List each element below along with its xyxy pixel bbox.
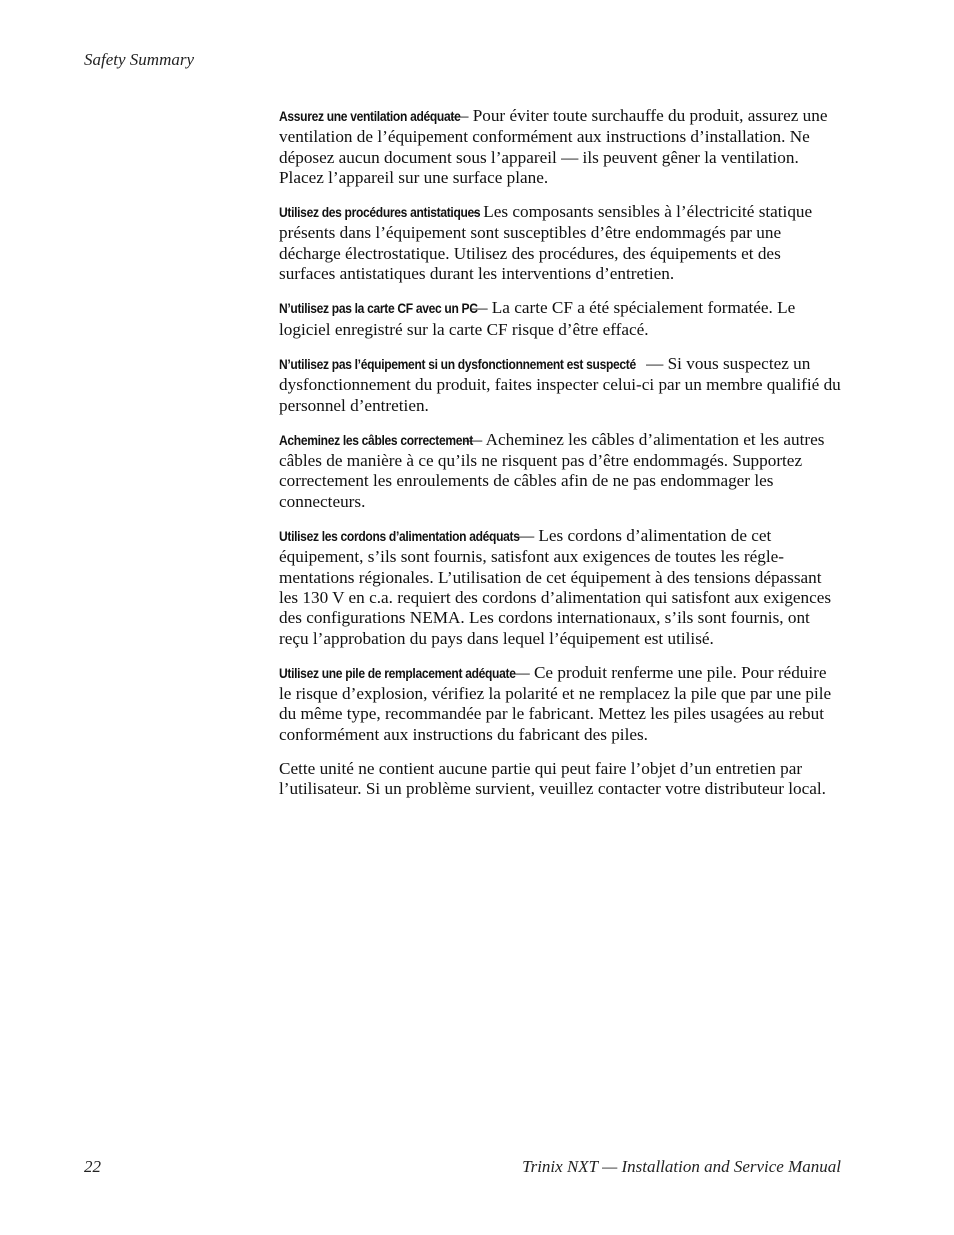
paragraph-text: — La carte CF a été spécialement formatée. Le logiciel enregistré sur la carte CF risque d’être effacé. — [279, 298, 796, 339]
paragraph-battery — [279, 663, 841, 745]
paragraph-lead: Utilisez les cordons d’alimentation adéquats — [279, 529, 520, 545]
safety-content — [279, 106, 841, 814]
paragraph-text: — Ce produit renferme une pile. Pour réduire le risque d’explosion, vérifiez la polarité et ne remplacez la pile que par une pile du même type, recommandée par le fabricant. Mettez les piles usagées au rebut conformément aux instructions du fabricant des piles. — [279, 662, 832, 744]
paragraph-malfunction — [279, 354, 841, 416]
paragraph-cables — [279, 430, 841, 512]
manual-title: Trinix NXT — Installation and Service Manual — [522, 1157, 841, 1176]
paragraph-text: — Pour éviter toute surchauffe du produit, assurez une ventilation de l’équipement conformément aux instructions d’installation. Ne déposez aucun document sous l’appareil — ils peuvent gêner la ventilation. Placez l’appareil sur une surface plane. — [279, 106, 828, 187]
paragraph-lead: Utilisez une pile de remplacement adéquate — [279, 665, 516, 681]
paragraph-lead: N’utilisez pas l’équipement si un dysfonctionnement est suspecté — [279, 356, 636, 372]
paragraph-text: — Si vous suspectez un dysfonctionnement du produit, faites inspecter celui-ci par un membre qualifié du personnel d’entretien. — [279, 353, 841, 415]
paragraph-text: Cette unité ne contient aucune partie qui peut faire l’objet d’un entretien par l’utilisateur. Si un problème survient, veuillez contacter votre distributeur local. — [279, 759, 826, 799]
paragraph-lead: Acheminez les câbles correctement — [279, 432, 473, 448]
paragraph-ventilation — [279, 106, 841, 188]
paragraph-lead: Utilisez des procédures antistatiques — [279, 205, 481, 221]
paragraph-text: — Acheminez les câbles d’alimentation et les autres câbles de manière à ce qu’ils ne risquent pas d’être endommagés. Supportez correctement les enroulements de câbles afin de ne pas endommager les connecteurs. — [279, 429, 825, 511]
page-number: 22 — [84, 1157, 101, 1176]
paragraph-power-cords — [279, 526, 841, 649]
running-header: Safety Summary — [84, 50, 195, 69]
paragraph-text: — Les cordons d’alimentation de cet équipement, s’ils sont fournis, satisfont aux exigences de toutes les réglementations régionales. L’utilisation de cet équipement à des tensions dépassant les 130 V en c.a. requiert des cordons d’alimentation qui satisfont aux exigences des configurations NEMA. Les cordons internationaux, s’ils sont fournis, ont reçu l’approbation du pays dans lequel l’équipement est utilisé. — [279, 526, 832, 648]
paragraph-antistatic — [279, 202, 841, 284]
paragraph-cf-card — [279, 298, 841, 340]
paragraph-lead: N’utilisez pas la carte CF avec un PC — [279, 301, 478, 317]
paragraph-text: - Les composants sensibles à l’électricité statique présents dans l’équipement sont susceptibles d’être endommagés par une décharge électrostatique. Utilisez des procédures, des équipements et des surfaces antistatiques durant les interventions d’entretien. — [279, 202, 813, 284]
paragraph-no-user-serviceable — [279, 759, 841, 800]
paragraph-lead: Assurez une ventilation adéquate — [279, 109, 461, 124]
